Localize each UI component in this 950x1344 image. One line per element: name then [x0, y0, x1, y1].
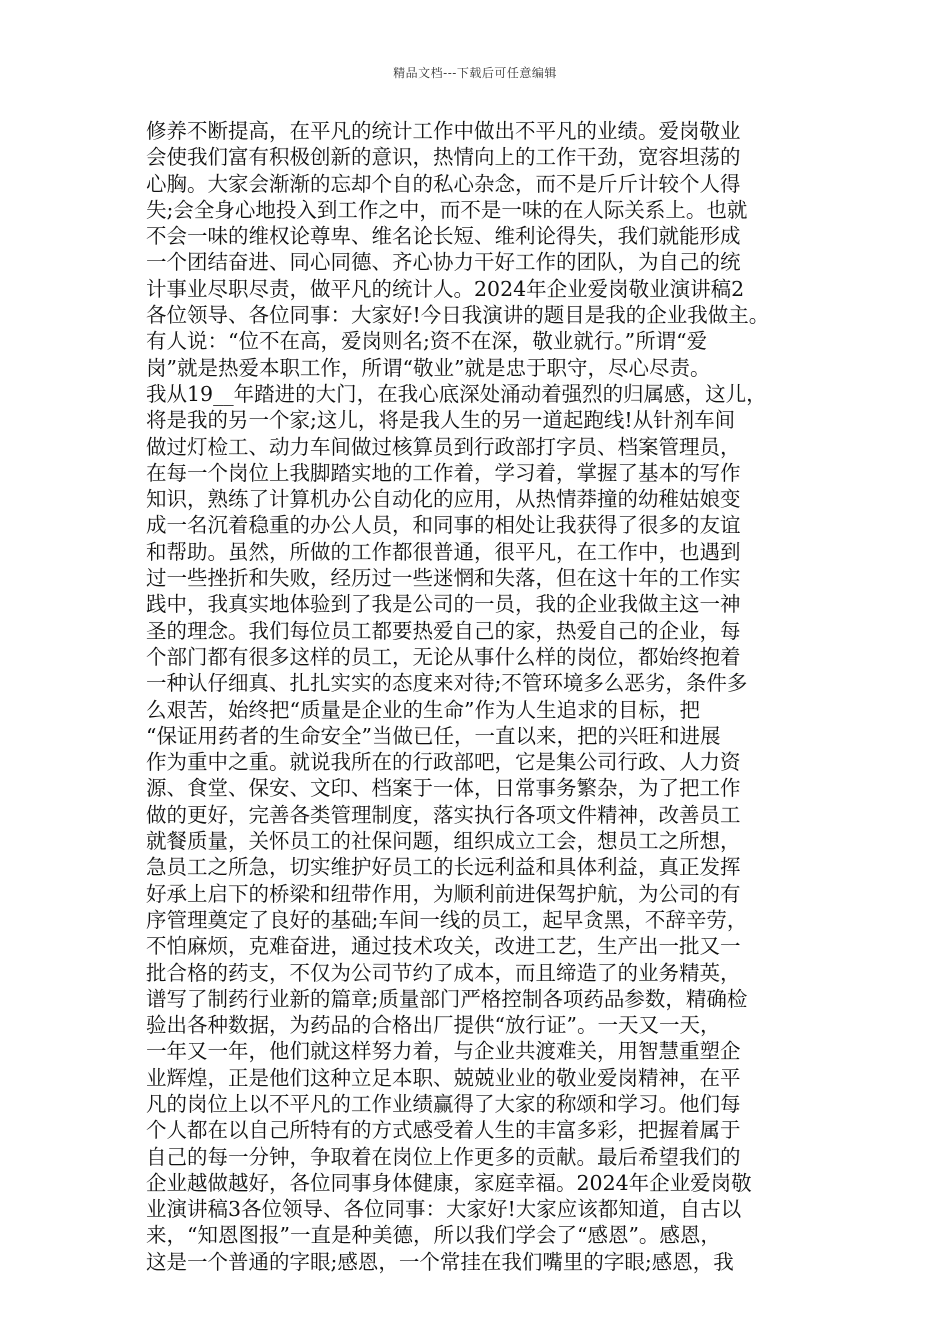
- body-line: 就餐质量，关怀员工的社保问题，组织成立工会，想员工之所想，: [146, 829, 741, 854]
- body-line: 和帮助。虽然，所做的工作都很普通，很平凡，在工作中，也遇到: [146, 539, 741, 564]
- body-line: 不会一味的维权论尊卑、维名论长短、维利论得失，我们就能形成: [146, 224, 741, 249]
- page-header: 精品文档---下载后可任意编辑: [393, 66, 557, 80]
- body-line: 各位领导、各位同事：大家好!今日我演讲的题目是我的企业我做主。: [146, 303, 770, 328]
- body-line: 知识，熟练了计算机办公自动化的应用，从热情莽撞的幼稚姑娘变: [146, 487, 741, 512]
- body-line: 谱写了制药行业新的篇章;质量部门严格控制各项药品参数，精确检: [146, 986, 748, 1011]
- body-line: 个部门都有很多这样的员工，无论从事什么样的岗位，都始终抱着: [146, 644, 741, 669]
- body-line: 企业越做越好，各位同事身体健康，家庭幸福。2024年企业爱岗敬: [146, 1170, 752, 1195]
- body-line: 岗”就是热爱本职工作，所谓“敬业”就是忠于职守，尽心尽责。: [146, 355, 711, 380]
- body-line: “保证用药者的生命安全”当做已任，一直以来，把的兴旺和进展: [146, 723, 721, 748]
- body-line: 急员工之所急，切实维护好员工的长远利益和具体利益，真正发挥: [146, 855, 741, 880]
- body-line: 源、食堂、保安、文印、档案于一体，日常事务繁杂，为了把工作: [146, 776, 741, 801]
- body-line: 凡的岗位上以不平凡的工作业绩赢得了大家的称颂和学习。他们每: [146, 1091, 741, 1116]
- body-line: 自己的每一分钟，争取着在岗位上作更多的贡献。最后希望我们的: [146, 1144, 741, 1169]
- body-line: 做过灯检工、动力车间做过核算员到行政部打字员、档案管理员，: [146, 434, 741, 459]
- body-line: 践中，我真实地体验到了我是公司的一员，我的企业我做主这一神: [146, 592, 741, 617]
- body-line: 不怕麻烦，克难奋进，通过技术攻关，改进工艺，生产出一批又一: [146, 934, 741, 959]
- body-line: 一年又一年，他们就这样努力着，与企业共渡难关，用智慧重塑企: [146, 1039, 741, 1064]
- body-line: 个人都在以自己所特有的方式感受着人生的丰富多彩，把握着属于: [146, 1118, 741, 1143]
- body-line: 么艰苦，始终把“质量是企业的生命”作为人生追求的目标，把: [146, 697, 700, 722]
- body-line: 一种认仔细真、扎扎实实的态度来对待;不管环境多么恶劣，条件多: [146, 671, 748, 696]
- body-line: 一个团结奋进、同心同德、齐心协力干好工作的团队，为自己的统: [146, 250, 741, 275]
- body-line: 业演讲稿3各位领导、各位同事：大家好!大家应该都知道，自古以: [146, 1197, 742, 1222]
- body-line: 失;会全身心地投入到工作之中，而不是一味的在人际关系上。也就: [146, 197, 748, 222]
- body-line: 将是我的另一个家;这儿，将是我人生的另一道起跑线!从针剂车间: [146, 408, 736, 433]
- body-line: 这是一个普通的字眼;感恩，一个常挂在我们嘴里的字眼;感恩，我: [146, 1249, 734, 1274]
- body-line: 圣的理念。我们每位员工都要热爱自己的家，热爱自己的企业，每: [146, 618, 741, 643]
- body-line: 我从19__年踏进的大门，在我心底深处涌动着强烈的归属感，这儿，: [146, 381, 767, 406]
- body-line: 心胸。大家会渐渐的忘却个自的私心杂念，而不是斤斤计较个人得: [146, 171, 741, 196]
- body-line: 批合格的药支，不仅为公司节约了成本，而且缔造了的业务精英，: [146, 960, 741, 985]
- body-line: 业辉煌，正是他们这种立足本职、兢兢业业的敬业爱岗精神，在平: [146, 1065, 741, 1090]
- body-line: 作为重中之重。就说我所在的行政部吧，它是集公司行政、人力资: [146, 750, 741, 775]
- body-line: 计事业尽职尽责，做平凡的统计人。2024年企业爱岗敬业演讲稿2: [146, 276, 745, 301]
- body-line: 在每一个岗位上我脚踏实地的工作着，学习着，掌握了基本的写作: [146, 460, 741, 485]
- body-line: 过一些挫折和失败，经历过一些迷惘和失落，但在这十年的工作实: [146, 566, 741, 591]
- body-line: 成一名沉着稳重的办公人员，和同事的相处让我获得了很多的友谊: [146, 513, 741, 538]
- body-line: 来，“知恩图报”一直是种美德，所以我们学会了“感恩”。感恩，: [146, 1223, 721, 1248]
- body-line: 修养不断提高，在平凡的统计工作中做出不平凡的业绩。爱岗敬业: [146, 119, 741, 143]
- body-line: 序管理奠定了良好的基础;车间一线的员工，起早贪黑，不辞辛劳，: [146, 907, 748, 932]
- body-line: 有人说：“位不在高，爱岗则名;资不在深，敬业就行。”所谓“爱: [146, 329, 708, 354]
- body-line: 做的更好，完善各类管理制度，落实执行各项文件精神，改善员工: [146, 802, 741, 827]
- body-line: 好承上启下的桥梁和纽带作用，为顺利前进保驾护航，为公司的有: [146, 881, 741, 906]
- document-body: [146, 118, 814, 1275]
- body-line: 验出各种数据，为药品的合格出厂提供“放行证”。一天又一天，: [146, 1013, 721, 1038]
- body-line: 会使我们富有积极创新的意识，热情向上的工作干劲，宽容坦荡的: [146, 145, 741, 170]
